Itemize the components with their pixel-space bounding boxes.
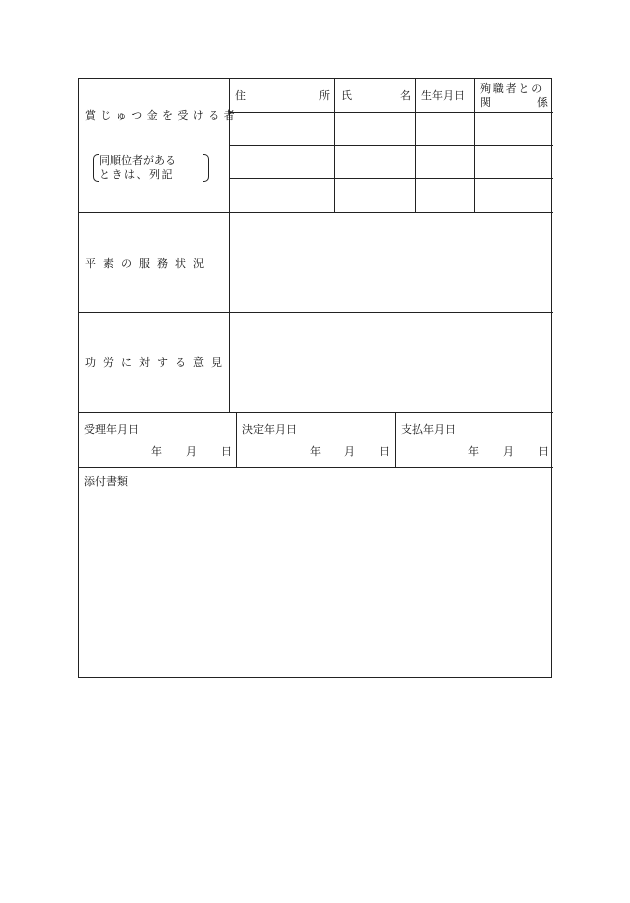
received-date-label: 受理年月日 <box>84 423 139 436</box>
note-bracket-right <box>203 154 209 182</box>
row-divider-dates <box>79 412 553 413</box>
col-divider-label <box>229 79 230 412</box>
service-label: 平素の服務状況 <box>85 257 211 270</box>
recipient-label: 賞じゅつ金を受ける者 <box>85 109 239 122</box>
row-divider-recipient-row2 <box>229 178 553 179</box>
award-application-form <box>78 78 552 678</box>
row-divider-recipient-header <box>229 112 553 113</box>
decided-year: 年 <box>310 445 321 458</box>
received-year: 年 <box>151 445 162 458</box>
received-day: 日 <box>221 445 232 458</box>
paid-day: 日 <box>538 445 549 458</box>
received-month: 月 <box>186 445 197 458</box>
col-header-relation-b: 関 <box>480 96 491 109</box>
recipient-note-line1: 同順位者がある <box>99 154 176 167</box>
attachments-label: 添付書類 <box>84 475 128 488</box>
decided-date-label: 決定年月日 <box>242 423 297 436</box>
col-header-name-b: 名 <box>400 89 411 102</box>
row-divider-service <box>79 212 553 213</box>
col-header-address-a: 住 <box>235 89 246 102</box>
col-header-address-b: 所 <box>319 89 330 102</box>
row-divider-merit <box>79 312 553 313</box>
paid-date-label: 支払年月日 <box>401 423 456 436</box>
recipient-note <box>89 153 219 183</box>
row-divider-attachments <box>79 467 553 468</box>
col-divider-date-1 <box>236 412 237 467</box>
merit-label: 功労に対する意見 <box>85 356 229 369</box>
decided-day: 日 <box>379 445 390 458</box>
row-divider-recipient-row1 <box>229 145 553 146</box>
col-divider-date-2 <box>395 412 396 467</box>
paid-month: 月 <box>503 445 514 458</box>
col-divider-address <box>334 79 335 212</box>
decided-month: 月 <box>344 445 355 458</box>
paid-year: 年 <box>468 445 479 458</box>
col-header-relation-a: 殉職者との <box>480 82 544 95</box>
col-divider-birthdate <box>474 79 475 212</box>
recipient-note-line2: ときは、列記 <box>99 168 174 181</box>
col-header-birthdate: 生年月日 <box>421 89 465 102</box>
col-header-relation-c: 係 <box>537 96 548 109</box>
col-divider-name <box>415 79 416 212</box>
col-header-name-a: 氏 <box>341 89 352 102</box>
